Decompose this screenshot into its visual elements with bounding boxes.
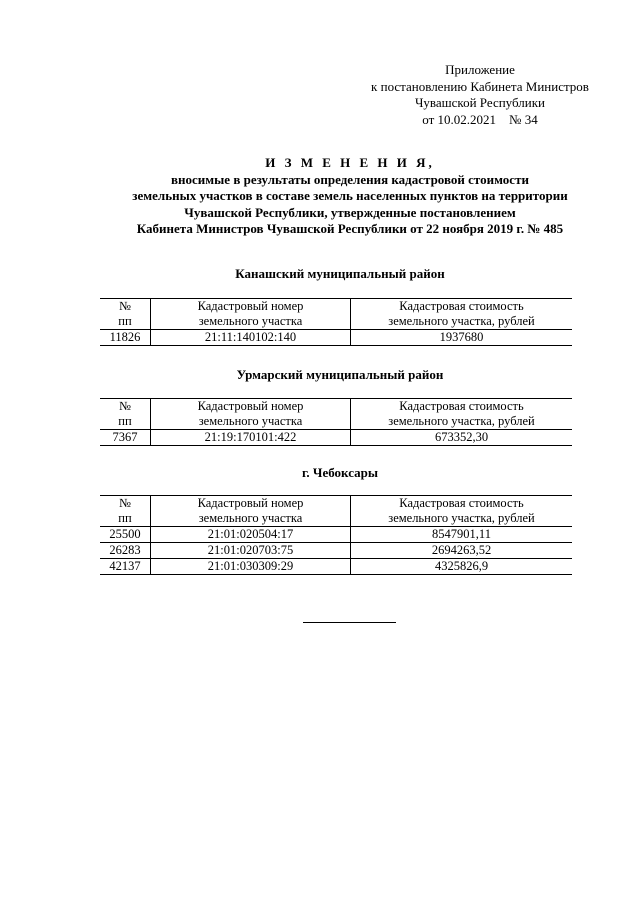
title-line-2: земельных участков в составе земель населенных пунктов на территории [132,188,568,203]
row-value: 4325826,9 [351,559,573,575]
header-cadastral: Кадастровый номер земельного участка [151,399,351,430]
cadastral-table [100,495,572,575]
header-value: Кадастровая стоимость земельного участка, рублей [351,496,573,527]
table-row [100,543,572,559]
appendix-line-4: от 10.02.2021 № 34 [422,111,538,127]
header-value: Кадастровая стоимость земельного участка, рублей [351,399,573,430]
district-heading: Канашский муниципальный район [235,266,445,281]
header-value: Кадастровая стоимость земельного участка, рублей [351,299,573,330]
row-num: 11826 [100,330,151,346]
row-num: 42137 [100,559,151,575]
table-row [100,559,572,575]
appendix-block [330,62,630,128]
table-row [100,527,572,543]
closing-separator-line [303,622,396,623]
table-row [100,430,572,446]
row-num: 25500 [100,527,151,543]
row-cadastral: 21:01:030309:29 [151,559,351,575]
header-num: № пп [100,496,151,527]
row-cadastral: 21:11:140102:140 [151,330,351,346]
row-value: 673352,30 [351,430,573,446]
title-line-3: Чувашской Республики, утвержденные постановлением [184,204,516,220]
row-value: 8547901,11 [351,527,573,543]
row-num: 7367 [100,430,151,446]
table-header-row [100,399,572,430]
row-num: 26283 [100,543,151,559]
header-num: № пп [100,399,151,430]
row-cadastral: 21:01:020504:17 [151,527,351,543]
table-header-row [100,299,572,330]
title-line-4: Кабинета Министров Чувашской Республики от 22 ноября 2019 г. № 485 [136,221,564,236]
appendix-line-2: к постановлению Кабинета Министров [371,78,589,94]
appendix-line-1: Приложение [445,62,515,77]
title-heading: И З М Е Н Е Н И Я, [265,155,435,170]
document-title [60,155,640,238]
appendix-line-3: Чувашской Республики [414,95,546,110]
header-cadastral: Кадастровый номер земельного участка [151,496,351,527]
title-line-1: вносимые в результаты определения кадастровой стоимости [171,171,529,187]
cadastral-table [100,298,572,346]
cadastral-table [100,398,572,446]
district-heading: г. Чебоксары [301,465,379,480]
row-cadastral: 21:19:170101:422 [151,430,351,446]
header-cadastral: Кадастровый номер земельного участка [151,299,351,330]
row-value: 1937680 [351,330,573,346]
district-heading: Урмарский муниципальный район [236,367,444,382]
row-cadastral: 21:01:020703:75 [151,543,351,559]
table-header-row [100,496,572,527]
table-row [100,330,572,346]
header-num: № пп [100,299,151,330]
row-value: 2694263,52 [351,543,573,559]
